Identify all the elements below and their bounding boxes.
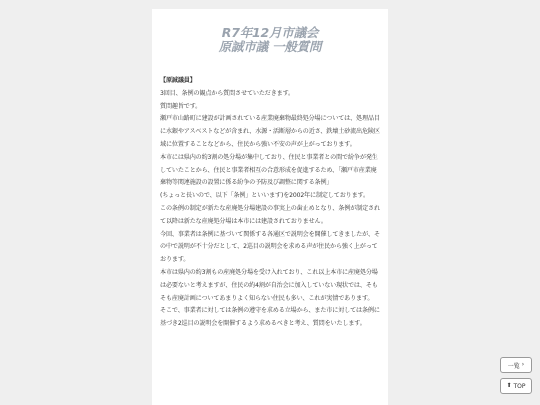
list-button[interactable] [500, 357, 532, 373]
top-label: TOP [513, 382, 526, 390]
back-to-top-button[interactable] [500, 378, 532, 394]
arrow-up-icon: ⬆ [506, 382, 512, 389]
paragraph: 今回、事業者は条例に基づいて関係する各通区で説明会を開催してきましたが、その中で説明が不十分だとして、2巡目の説明会を求める声が住民から強く上がっております。 [160, 230, 380, 264]
paragraph: 本市には県内の約3割の処分場が集中しており、住民と事業者との間で紛争が発生していたことから、住民と事業者相互の合意形成を促進するため、「瀬戸市産業廃棄物等関連施設の設置に係る紛争の予防及び調整に関する条例」 [160, 153, 378, 187]
chevron-right-icon: › [521, 361, 525, 368]
speaker-label: 【原誠議員】 [160, 77, 196, 84]
page-title [152, 26, 388, 54]
paragraph: 質問趣旨です。 [160, 102, 202, 110]
list-label: 一覧 [507, 362, 520, 370]
paragraph: そこで、事業者に対しては条例の遵守を求める立場から、また市に対しては条例に基づき2巡目の説明会を開催するよう求めるべきと考え、質問をいたします。 [160, 307, 380, 328]
article-page [152, 9, 388, 405]
paragraph: 本市は県内の約3割もの産廃処分場を受け入れており、これ以上本市に産廃処分場は必要ないと考えますが、住民の約4割が自治会に加入していない現状では、そもそも産廃計画についてあまりよく知らない住民も多い、これが実情であります。 [160, 268, 378, 302]
paragraph: この条例の制定が新たな産廃処分場建設の事実上の歯止めとなり、条例が制定されて以降は新たな産廃処分場は本市には建設されておりません。 [160, 204, 380, 225]
paragraph: (ちょっと長いので、以下「条例」といいます)を2002年に制定しております。 [160, 192, 369, 200]
title-line-1: R7年12月市議会 [221, 25, 319, 40]
paragraph: 3回目、条例の観点から質問させていただきます。 [160, 89, 295, 97]
article-body [160, 75, 382, 331]
paragraph: 瀬戸市山路町に建設が計画されている産業廃棄物最終処分場については、処理品目に水銀やアスベストなどが含まれ、水源・活断層からの近さ、鉄壊土砂流出危険区域に位置することなどから、住民から強い不安の声が上がっております。 [160, 115, 380, 148]
title-line-2: 原誠市議 一般質問 [218, 39, 322, 54]
